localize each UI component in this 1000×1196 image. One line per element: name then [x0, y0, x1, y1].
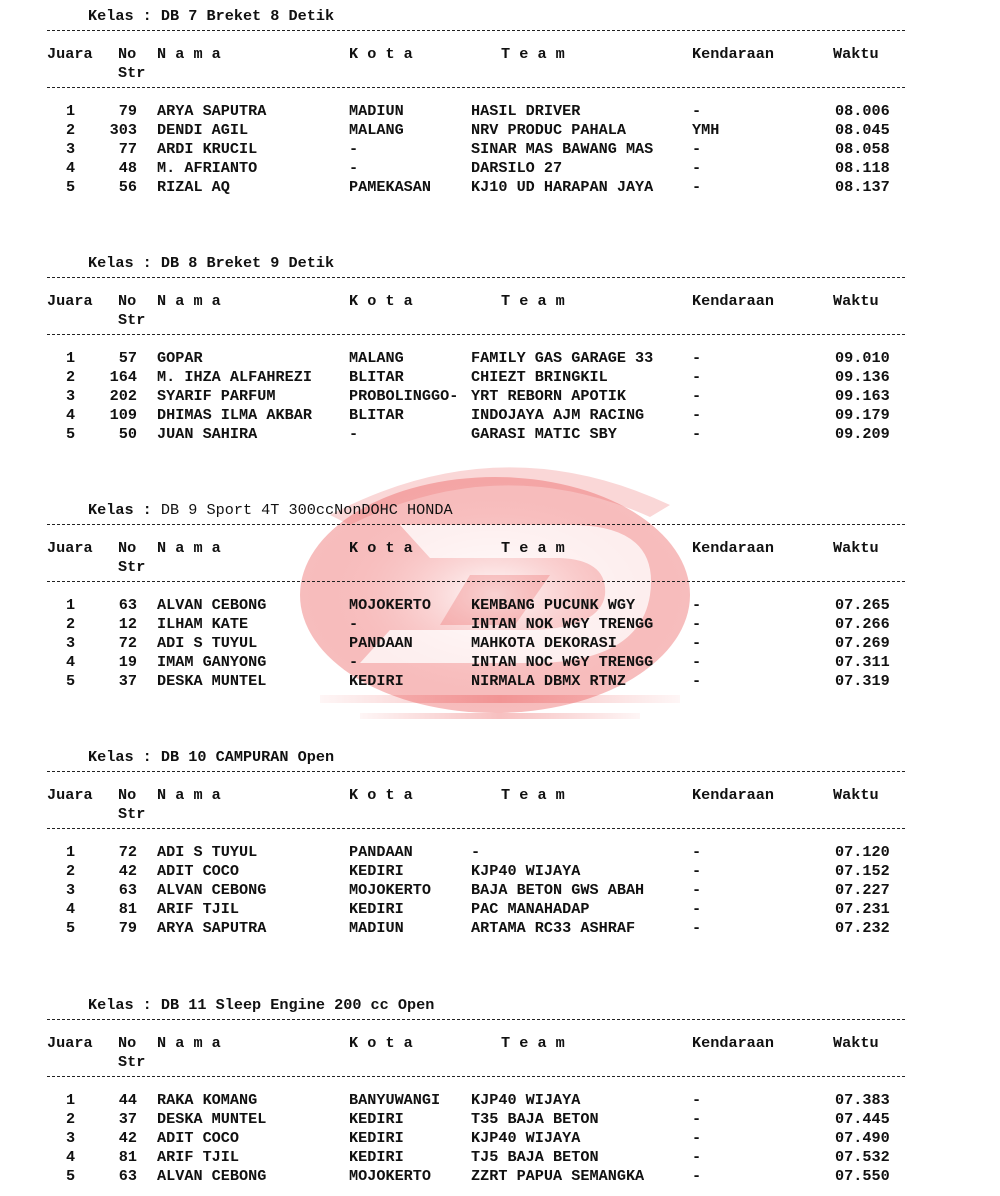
start-number-cell: 79	[118, 102, 137, 120]
dashed-divider	[47, 1076, 905, 1077]
vehicle-cell: -	[692, 1148, 702, 1167]
start-number-cell: 56	[118, 178, 137, 197]
table-row	[0, 596, 1000, 615]
rider-name-cell: ADI S TUYUL	[157, 843, 258, 861]
rider-name-cell: DESKA MUNTEL	[157, 672, 267, 691]
vehicle-cell: YMH	[692, 121, 720, 140]
column-header-waktu: Waktu	[833, 1034, 879, 1052]
class-title-prefix: Kelas :	[88, 7, 161, 25]
vehicle-cell: -	[692, 178, 702, 197]
start-number-cell: 44	[118, 1091, 137, 1109]
start-number-cell: 12	[118, 615, 137, 634]
city-cell: BLITAR	[349, 368, 404, 387]
column-header-team: T e a m	[501, 1034, 565, 1052]
city-cell: PROBOLINGGO-	[349, 387, 459, 406]
table-row	[0, 900, 1000, 919]
start-number-cell: 63	[118, 881, 137, 900]
column-header-kota: K o t a	[349, 45, 413, 63]
start-number-cell: 79	[118, 919, 137, 938]
city-cell: PANDAAN	[349, 634, 413, 653]
rank-cell: 2	[66, 368, 76, 387]
table-row	[0, 425, 1000, 444]
team-cell: NRV PRODUC PAHALA	[471, 121, 626, 140]
start-number-cell: 42	[118, 1129, 137, 1148]
time-cell: 07.152	[835, 862, 890, 881]
team-cell: FAMILY GAS GARAGE 33	[471, 349, 654, 367]
vehicle-cell: -	[692, 1110, 702, 1129]
team-cell: GARASI MATIC SBY	[471, 425, 617, 444]
column-header-team: T e a m	[501, 45, 565, 63]
column-header-kota: K o t a	[349, 292, 413, 310]
rank-cell: 5	[66, 178, 76, 197]
start-number-cell: 72	[118, 634, 137, 653]
column-header-juara: Juara	[47, 45, 93, 63]
column-header-no: No	[118, 786, 137, 804]
team-cell: TJ5 BAJA BETON	[471, 1148, 599, 1167]
time-cell: 07.265	[835, 596, 890, 614]
city-cell: -	[349, 425, 359, 444]
class-title	[88, 501, 453, 520]
city-cell: MALANG	[349, 121, 404, 140]
class-title	[88, 254, 334, 273]
table-row	[0, 102, 1000, 121]
rank-cell: 5	[66, 425, 76, 444]
rider-name-cell: RAKA KOMANG	[157, 1091, 258, 1109]
team-cell: KJP40 WIJAYA	[471, 862, 581, 881]
column-header-nama: N a m a	[157, 45, 221, 63]
vehicle-cell: -	[692, 349, 702, 367]
column-header-str: Str	[118, 805, 146, 823]
time-cell: 09.010	[835, 349, 890, 367]
column-header-waktu: Waktu	[833, 539, 879, 557]
rider-name-cell: ADIT COCO	[157, 1129, 240, 1148]
column-header-kendaraan: Kendaraan	[692, 292, 775, 310]
class-title-text: DB 10 CAMPURAN Open	[160, 748, 335, 766]
city-cell: KEDIRI	[349, 1129, 404, 1148]
city-cell: KEDIRI	[349, 1110, 404, 1129]
table-row	[0, 140, 1000, 159]
time-cell: 07.311	[835, 653, 890, 672]
start-number-cell: 19	[118, 653, 137, 672]
class-section	[0, 501, 1000, 701]
city-cell: -	[349, 615, 359, 634]
time-cell: 07.550	[835, 1167, 890, 1186]
column-header-waktu: Waktu	[833, 45, 879, 63]
vehicle-cell: -	[692, 596, 702, 614]
time-cell: 07.269	[835, 634, 890, 653]
rank-cell: 3	[66, 387, 76, 406]
rank-cell: 3	[66, 634, 76, 653]
rider-name-cell: M. IHZA ALFAHREZI	[157, 368, 312, 387]
rank-cell: 3	[66, 1129, 76, 1148]
column-header-kota: K o t a	[349, 539, 413, 557]
class-title-prefix: Kelas :	[88, 996, 161, 1014]
class-title	[88, 748, 334, 767]
team-cell: KJP40 WIJAYA	[471, 1091, 581, 1109]
column-header-kendaraan: Kendaraan	[692, 539, 775, 557]
time-cell: 07.319	[835, 672, 890, 691]
column-header-juara: Juara	[47, 1034, 93, 1052]
column-header-nama: N a m a	[157, 1034, 221, 1052]
vehicle-cell: -	[692, 1167, 702, 1186]
time-cell: 07.445	[835, 1110, 890, 1129]
class-title-prefix: Kelas :	[88, 501, 161, 519]
team-cell: KJP40 WIJAYA	[471, 1129, 581, 1148]
vehicle-cell: -	[692, 1091, 702, 1109]
time-cell: 07.383	[835, 1091, 890, 1109]
rider-name-cell: ARDI KRUCIL	[157, 140, 258, 159]
city-cell: PANDAAN	[349, 843, 413, 861]
time-cell: 08.118	[835, 159, 890, 178]
rank-cell: 5	[66, 1167, 76, 1186]
rank-cell: 2	[66, 862, 76, 881]
table-row	[0, 881, 1000, 900]
column-header-str: Str	[118, 558, 146, 576]
table-row	[0, 159, 1000, 178]
column-header-no: No	[118, 45, 137, 63]
table-row	[0, 634, 1000, 653]
dashed-divider	[47, 87, 905, 88]
vehicle-cell: -	[692, 862, 702, 881]
vehicle-cell: -	[692, 425, 702, 444]
dashed-divider	[47, 334, 905, 335]
time-cell: 07.532	[835, 1148, 890, 1167]
rider-name-cell: RIZAL AQ	[157, 178, 230, 197]
team-cell: T35 BAJA BETON	[471, 1110, 599, 1129]
time-cell: 07.232	[835, 919, 890, 938]
class-title	[88, 7, 334, 26]
column-header-str: Str	[118, 1053, 146, 1071]
column-header-team: T e a m	[501, 786, 565, 804]
rank-cell: 4	[66, 653, 76, 672]
class-title-text: DB 9 Sport 4T 300ccNonDOHC HONDA	[160, 501, 453, 519]
column-header-kendaraan: Kendaraan	[692, 1034, 775, 1052]
team-cell: SINAR MAS BAWANG MAS	[471, 140, 654, 159]
dashed-divider	[47, 828, 905, 829]
time-cell: 09.209	[835, 425, 890, 444]
vehicle-cell: -	[692, 368, 702, 387]
column-header-nama: N a m a	[157, 292, 221, 310]
start-number-cell: 63	[118, 596, 137, 614]
table-row	[0, 653, 1000, 672]
class-title-prefix: Kelas :	[88, 254, 161, 272]
dashed-divider	[47, 524, 905, 525]
class-section	[0, 254, 1000, 454]
column-header-juara: Juara	[47, 786, 93, 804]
rank-cell: 3	[66, 140, 76, 159]
rider-name-cell: ILHAM KATE	[157, 615, 249, 634]
rider-name-cell: ALVAN CEBONG	[157, 596, 267, 614]
table-row	[0, 1148, 1000, 1167]
team-cell: CHIEZT BRINGKIL	[471, 368, 608, 387]
start-number-cell: 37	[118, 1110, 137, 1129]
team-cell: INTAN NOK WGY TRENGG	[471, 615, 654, 634]
class-title-prefix: Kelas :	[88, 748, 161, 766]
time-cell: 08.045	[835, 121, 890, 140]
team-cell: INTAN NOC WGY TRENGG	[471, 653, 654, 672]
start-number-cell: 37	[118, 672, 137, 691]
table-row	[0, 349, 1000, 368]
team-cell: YRT REBORN APOTIK	[471, 387, 626, 406]
start-number-cell: 48	[118, 159, 137, 178]
column-header-kota: K o t a	[349, 1034, 413, 1052]
table-row	[0, 843, 1000, 862]
city-cell: MADIUN	[349, 919, 404, 938]
class-title-text: DB 7 Breket 8 Detik	[160, 7, 335, 25]
column-header-kendaraan: Kendaraan	[692, 786, 775, 804]
rider-name-cell: ARYA SAPUTRA	[157, 919, 267, 938]
time-cell: 08.137	[835, 178, 890, 197]
vehicle-cell: -	[692, 900, 702, 919]
start-number-cell: 109	[109, 406, 137, 425]
city-cell: MOJOKERTO	[349, 881, 432, 900]
vehicle-cell: -	[692, 406, 702, 425]
vehicle-cell: -	[692, 843, 702, 861]
city-cell: KEDIRI	[349, 862, 404, 881]
column-header-team: T e a m	[501, 292, 565, 310]
rider-name-cell: ARIF TJIL	[157, 900, 240, 919]
time-cell: 08.058	[835, 140, 890, 159]
rider-name-cell: ALVAN CEBONG	[157, 1167, 267, 1186]
time-cell: 07.266	[835, 615, 890, 634]
vehicle-cell: -	[692, 140, 702, 159]
rank-cell: 4	[66, 1148, 76, 1167]
rider-name-cell: IMAM GANYONG	[157, 653, 267, 672]
table-row	[0, 178, 1000, 197]
rider-name-cell: M. AFRIANTO	[157, 159, 258, 178]
column-header-nama: N a m a	[157, 786, 221, 804]
vehicle-cell: -	[692, 615, 702, 634]
team-cell: INDOJAYA AJM RACING	[471, 406, 645, 425]
city-cell: MADIUN	[349, 102, 404, 120]
rank-cell: 1	[66, 843, 76, 861]
column-header-waktu: Waktu	[833, 292, 879, 310]
city-cell: KEDIRI	[349, 672, 404, 691]
rider-name-cell: ARIF TJIL	[157, 1148, 240, 1167]
table-row	[0, 368, 1000, 387]
city-cell: -	[349, 140, 359, 159]
table-row	[0, 672, 1000, 691]
column-header-team: T e a m	[501, 539, 565, 557]
dashed-divider	[47, 771, 905, 772]
team-cell: DARSILO 27	[471, 159, 563, 178]
team-cell: ZZRT PAPUA SEMANGKA	[471, 1167, 645, 1186]
rider-name-cell: DENDI AGIL	[157, 121, 249, 140]
dashed-divider	[47, 277, 905, 278]
column-header-juara: Juara	[47, 539, 93, 557]
column-header-no: No	[118, 292, 137, 310]
start-number-cell: 57	[118, 349, 137, 367]
city-cell: PAMEKASAN	[349, 178, 432, 197]
rider-name-cell: ALVAN CEBONG	[157, 881, 267, 900]
column-header-kendaraan: Kendaraan	[692, 45, 775, 63]
team-cell: NIRMALA DBMX RTNZ	[471, 672, 626, 691]
column-header-str: Str	[118, 311, 146, 329]
dashed-divider	[47, 30, 905, 31]
rank-cell: 1	[66, 1091, 76, 1109]
team-cell: KEMBANG PUCUNK WGY	[471, 596, 636, 614]
rank-cell: 2	[66, 615, 76, 634]
start-number-cell: 81	[118, 900, 137, 919]
time-cell: 08.006	[835, 102, 890, 120]
rider-name-cell: ADI S TUYUL	[157, 634, 258, 653]
start-number-cell: 50	[118, 425, 137, 444]
rider-name-cell: ARYA SAPUTRA	[157, 102, 267, 120]
time-cell: 09.136	[835, 368, 890, 387]
class-section	[0, 748, 1000, 948]
dashed-divider	[47, 1019, 905, 1020]
rider-name-cell: JUAN SAHIRA	[157, 425, 258, 444]
column-header-nama: N a m a	[157, 539, 221, 557]
rider-name-cell: ADIT COCO	[157, 862, 240, 881]
vehicle-cell: -	[692, 634, 702, 653]
vehicle-cell: -	[692, 881, 702, 900]
start-number-cell: 42	[118, 862, 137, 881]
table-row	[0, 919, 1000, 938]
city-cell: KEDIRI	[349, 900, 404, 919]
city-cell: MOJOKERTO	[349, 596, 432, 614]
team-cell: KJ10 UD HARAPAN JAYA	[471, 178, 654, 197]
column-header-no: No	[118, 1034, 137, 1052]
city-cell: -	[349, 159, 359, 178]
vehicle-cell: -	[692, 672, 702, 691]
vehicle-cell: -	[692, 919, 702, 938]
rank-cell: 4	[66, 406, 76, 425]
table-row	[0, 862, 1000, 881]
rank-cell: 1	[66, 102, 76, 120]
table-row	[0, 387, 1000, 406]
city-cell: BLITAR	[349, 406, 404, 425]
table-row	[0, 1129, 1000, 1148]
table-row	[0, 1091, 1000, 1110]
vehicle-cell: -	[692, 653, 702, 672]
rider-name-cell: SYARIF PARFUM	[157, 387, 276, 406]
class-section	[0, 996, 1000, 1196]
table-row	[0, 1167, 1000, 1186]
table-row	[0, 1110, 1000, 1129]
rider-name-cell: DHIMAS ILMA AKBAR	[157, 406, 312, 425]
time-cell: 09.179	[835, 406, 890, 425]
city-cell: BANYUWANGI	[349, 1091, 441, 1109]
time-cell: 07.231	[835, 900, 890, 919]
rider-name-cell: GOPAR	[157, 349, 203, 367]
start-number-cell: 77	[118, 140, 137, 159]
rank-cell: 4	[66, 900, 76, 919]
start-number-cell: 202	[109, 387, 137, 406]
city-cell: KEDIRI	[349, 1148, 404, 1167]
time-cell: 07.227	[835, 881, 890, 900]
rank-cell: 1	[66, 349, 76, 367]
column-header-no: No	[118, 539, 137, 557]
rank-cell: 4	[66, 159, 76, 178]
start-number-cell: 303	[109, 121, 137, 140]
class-title-text: DB 8 Breket 9 Detik	[160, 254, 335, 272]
column-header-str: Str	[118, 64, 146, 82]
time-cell: 07.120	[835, 843, 890, 861]
rank-cell: 5	[66, 919, 76, 938]
column-header-waktu: Waktu	[833, 786, 879, 804]
vehicle-cell: -	[692, 102, 702, 120]
vehicle-cell: -	[692, 387, 702, 406]
rank-cell: 3	[66, 881, 76, 900]
start-number-cell: 164	[109, 368, 137, 387]
dashed-divider	[47, 581, 905, 582]
team-cell: MAHKOTA DEKORASI	[471, 634, 617, 653]
table-row	[0, 121, 1000, 140]
rider-name-cell: DESKA MUNTEL	[157, 1110, 267, 1129]
class-section	[0, 7, 1000, 207]
column-header-juara: Juara	[47, 292, 93, 310]
start-number-cell: 63	[118, 1167, 137, 1186]
time-cell: 07.490	[835, 1129, 890, 1148]
rank-cell: 2	[66, 1110, 76, 1129]
time-cell: 09.163	[835, 387, 890, 406]
class-title	[88, 996, 434, 1015]
rank-cell: 2	[66, 121, 76, 140]
rank-cell: 5	[66, 672, 76, 691]
vehicle-cell: -	[692, 1129, 702, 1148]
start-number-cell: 72	[118, 843, 137, 861]
team-cell: HASIL DRIVER	[471, 102, 581, 120]
class-title-text: DB 11 Sleep Engine 200 cc Open	[160, 996, 435, 1014]
vehicle-cell: -	[692, 159, 702, 178]
team-cell: PAC MANAHADAP	[471, 900, 590, 919]
rank-cell: 1	[66, 596, 76, 614]
team-cell: -	[471, 843, 481, 861]
team-cell: ARTAMA RC33 ASHRAF	[471, 919, 636, 938]
table-row	[0, 615, 1000, 634]
table-row	[0, 406, 1000, 425]
team-cell: BAJA BETON GWS ABAH	[471, 881, 645, 900]
column-header-kota: K o t a	[349, 786, 413, 804]
start-number-cell: 81	[118, 1148, 137, 1167]
city-cell: -	[349, 653, 359, 672]
city-cell: MOJOKERTO	[349, 1167, 432, 1186]
city-cell: MALANG	[349, 349, 404, 367]
